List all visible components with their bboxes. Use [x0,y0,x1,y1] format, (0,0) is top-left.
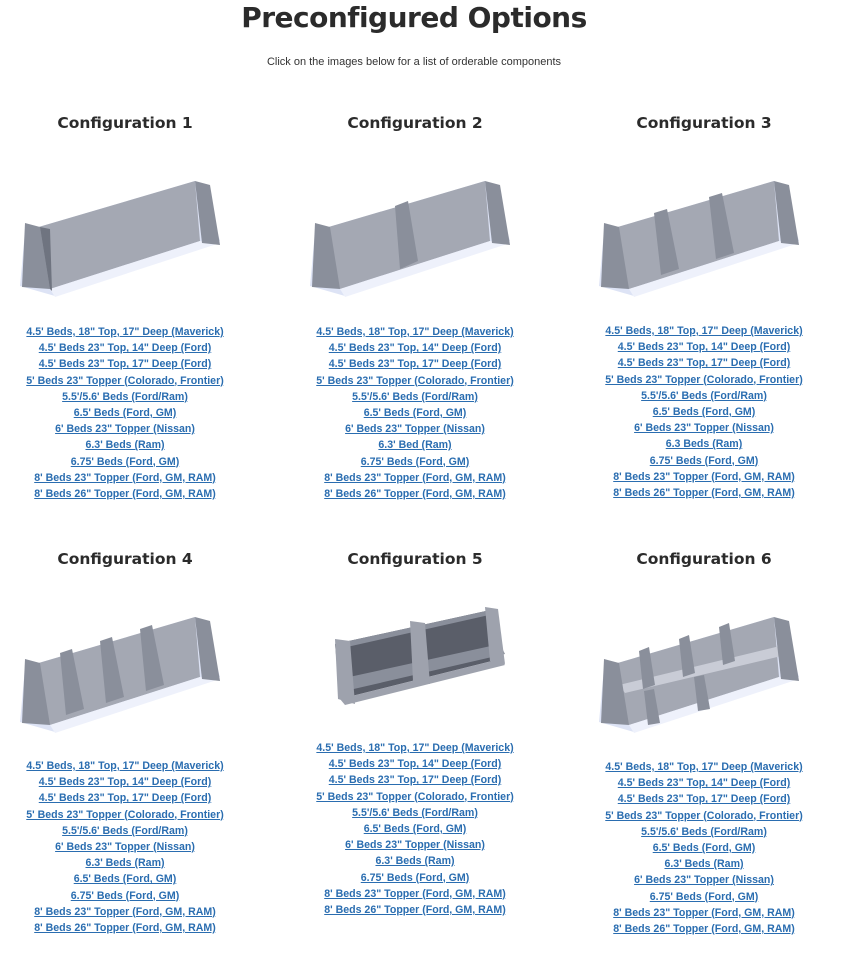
component-list-item [290,788,540,804]
configuration-card-3 [579,113,829,499]
component-list-item [579,774,829,790]
component-link[interactable]: 6.5' Beds (Ford, GM) [363,822,467,835]
page-title: Preconfigured Options [241,1,587,34]
component-link[interactable]: 4.5' Beds, 18" Top, 17" Deep (Maverick) [605,761,803,773]
component-list-item [579,403,829,419]
component-link[interactable]: 4.5' Beds 23" Top, 17" Deep (Ford) [328,358,502,371]
component-link[interactable]: 6' Beds 23" Topper (Nissan) [345,839,485,852]
component-list-item [0,854,250,870]
component-list-item [290,739,540,755]
component-list-item [579,871,829,887]
component-link[interactable]: 5' Beds 23" Topper (Colorado, Frontier) [316,374,514,387]
component-link[interactable]: 6.75' Beds (Ford, GM) [649,890,759,903]
component-link[interactable]: 6.75' Beds (Ford, GM) [360,871,470,884]
configuration-title: Configuration 5 [347,550,483,568]
component-list-item [0,789,250,805]
component-list-item [0,388,250,404]
component-list-item [0,453,250,469]
component-list-item [0,773,250,789]
component-link[interactable]: 6.75' Beds (Ford, GM) [360,455,470,468]
component-link[interactable]: 6.5' Beds (Ford, GM) [652,405,756,418]
component-list-item [290,453,540,469]
shelf-two-tier-dark-image[interactable] [300,599,530,719]
component-link[interactable]: 4.5' Beds 23" Top, 17" Deep (Ford) [617,357,791,370]
component-list-item [0,822,250,838]
component-list-item [579,387,829,403]
shelf-1-compartment-image[interactable] [10,171,240,311]
component-list-item [0,838,250,854]
component-link[interactable]: 5' Beds 23" Topper (Colorado, Frontier) [26,374,224,387]
component-link[interactable]: 6.3' Beds (Ram) [664,858,744,871]
component-list-item [290,901,540,917]
component-link[interactable]: 8' Beds 23" Topper (Ford, GM, RAM) [34,905,216,918]
configuration-card-4 [0,549,250,934]
component-link[interactable]: 5.5'/5.6' Beds (Ford/Ram) [641,825,767,838]
component-list-item [290,404,540,420]
configuration-title: Configuration 1 [57,114,193,132]
component-list-item [290,804,540,820]
component-link[interactable]: 6' Beds 23" Topper (Nissan) [55,423,195,436]
component-list-item [290,820,540,836]
component-list-item [0,420,250,436]
component-list-item [579,807,829,823]
component-link[interactable]: 4.5' Beds 23" Top, 17" Deep (Ford) [38,358,212,371]
component-link[interactable]: 6.75' Beds (Ford, GM) [70,889,180,902]
component-link[interactable]: 4.5' Beds 23" Top, 17" Deep (Ford) [38,792,212,805]
component-list-item [0,919,250,935]
component-list-item [0,436,250,452]
component-link[interactable]: 5.5'/5.6' Beds (Ford/Ram) [352,806,478,819]
shelf-1-compartment-icon [10,171,240,311]
component-link[interactable]: 6' Beds 23" Topper (Nissan) [345,423,485,436]
component-list-item [0,870,250,886]
component-list-item [579,920,829,936]
component-list-item [0,485,250,501]
component-list-item [290,852,540,868]
component-list-item [579,484,829,500]
component-list-item [0,404,250,420]
shelf-4-compartments-icon [10,607,240,747]
component-list-item [290,869,540,885]
component-link-list [579,322,829,500]
component-link[interactable]: 4.5' Beds 23" Top, 14" Deep (Ford) [617,777,791,790]
component-link[interactable]: 6.3' Beds (Ram) [85,857,165,870]
component-list-item [579,338,829,354]
component-list-item [579,435,829,451]
component-link[interactable]: 6' Beds 23" Topper (Nissan) [634,874,774,887]
component-list-item [579,790,829,806]
configuration-title: Configuration 3 [636,114,772,132]
component-link[interactable]: 4.5' Beds, 18" Top, 17" Deep (Maverick) [316,742,514,754]
component-link-list [0,757,250,935]
component-link[interactable]: 4.5' Beds 23" Top, 14" Deep (Ford) [38,776,212,789]
component-list-item [290,485,540,501]
component-link-list [579,758,829,936]
configuration-title: Configuration 6 [636,550,772,568]
shelf-two-tier-dark-icon [300,599,530,719]
component-list-item [0,355,250,371]
configuration-title: Configuration 4 [57,550,193,568]
component-list-item [579,468,829,484]
component-list-item [0,372,250,388]
component-link[interactable]: 6' Beds 23" Topper (Nissan) [55,840,195,853]
component-list-item [290,755,540,771]
component-list-item [579,322,829,338]
component-list-item [0,469,250,485]
component-list-item [579,354,829,370]
component-link[interactable]: 8' Beds 26" Topper (Ford, GM, RAM) [613,922,795,935]
shelf-3-compartments-image[interactable] [589,171,819,311]
component-link[interactable]: 5' Beds 23" Topper (Colorado, Frontier) [605,809,803,822]
component-link[interactable]: 6.3' Bed (Ram) [378,439,452,452]
shelf-2-compartments-icon [300,171,530,311]
component-list-item [579,888,829,904]
component-list-item [579,823,829,839]
configuration-card-2 [290,113,540,500]
component-link[interactable]: 5' Beds 23" Topper (Colorado, Frontier) [605,373,803,386]
configuration-card-6 [579,549,829,935]
configuration-card-1 [0,113,250,500]
component-list-item [579,452,829,468]
component-list-item [290,420,540,436]
component-link[interactable]: 8' Beds 23" Topper (Ford, GM, RAM) [613,470,795,483]
shelf-two-tier-light-image[interactable] [589,607,819,747]
component-link[interactable]: 8' Beds 23" Topper (Ford, GM, RAM) [34,471,216,484]
component-link[interactable]: 8' Beds 26" Topper (Ford, GM, RAM) [324,903,506,916]
component-list-item [290,771,540,787]
component-link[interactable]: 6.5' Beds (Ford, GM) [363,406,467,419]
component-link[interactable]: 6.5' Beds (Ford, GM) [73,873,177,886]
component-link-list [290,739,540,917]
component-list-item [579,758,829,774]
component-link[interactable]: 5.5'/5.6' Beds (Ford/Ram) [62,824,188,837]
component-list-item [0,339,250,355]
component-list-item [290,323,540,339]
page-subtitle: Click on the images below for a list of orderable components [266,56,562,68]
component-link[interactable]: 8' Beds 26" Topper (Ford, GM, RAM) [34,921,216,934]
component-link[interactable]: 4.5' Beds 23" Top, 14" Deep (Ford) [617,341,791,354]
component-list-item [290,885,540,901]
component-list-item [0,323,250,339]
component-link-list [0,323,250,501]
shelf-3-compartments-icon [589,171,819,311]
component-link[interactable]: 6.75' Beds (Ford, GM) [649,454,759,467]
component-list-item [579,419,829,435]
component-link[interactable]: 5' Beds 23" Topper (Colorado, Frontier) [316,790,514,803]
component-list-item [290,836,540,852]
component-link[interactable]: 4.5' Beds 23" Top, 17" Deep (Ford) [328,774,502,787]
component-list-item [290,339,540,355]
component-list-item [290,388,540,404]
component-link[interactable]: 4.5' Beds, 18" Top, 17" Deep (Maverick) [26,760,224,772]
component-link[interactable]: 6.5' Beds (Ford, GM) [652,841,756,854]
component-link[interactable]: 6.75' Beds (Ford, GM) [70,455,180,468]
component-link[interactable]: 5.5'/5.6' Beds (Ford/Ram) [352,390,478,403]
component-list-item [290,355,540,371]
component-link[interactable]: 5' Beds 23" Topper (Colorado, Frontier) [26,808,224,821]
component-list-item [290,469,540,485]
component-link[interactable]: 4.5' Beds, 18" Top, 17" Deep (Maverick) [26,326,224,338]
component-list-item [579,371,829,387]
configuration-card-5 [290,549,540,916]
component-link[interactable]: 4.5' Beds, 18" Top, 17" Deep (Maverick) [316,326,514,338]
component-link[interactable]: 6.5' Beds (Ford, GM) [73,406,177,419]
component-link[interactable]: 8' Beds 26" Topper (Ford, GM, RAM) [324,487,506,500]
component-link[interactable]: 6.3' Beds (Ram) [85,439,165,452]
component-link[interactable]: 4.5' Beds 23" Top, 14" Deep (Ford) [38,342,212,355]
component-list-item [579,904,829,920]
component-list-item [0,903,250,919]
component-link-list [290,323,540,501]
component-list-item [290,436,540,452]
component-list-item [0,806,250,822]
component-link[interactable]: 5.5'/5.6' Beds (Ford/Ram) [641,389,767,402]
component-list-item [0,757,250,773]
component-link[interactable]: 4.5' Beds 23" Top, 14" Deep (Ford) [328,758,502,771]
shelf-2-compartments-image[interactable] [300,171,530,311]
shelf-4-compartments-image[interactable] [10,607,240,747]
component-list-item [579,855,829,871]
component-list-item [290,372,540,388]
component-link[interactable]: 8' Beds 26" Topper (Ford, GM, RAM) [613,486,795,499]
component-link[interactable]: 5.5'/5.6' Beds (Ford/Ram) [62,390,188,403]
shelf-two-tier-light-icon [589,607,819,747]
component-link[interactable]: 8' Beds 23" Topper (Ford, GM, RAM) [324,887,506,900]
component-link[interactable]: 8' Beds 23" Topper (Ford, GM, RAM) [324,471,506,484]
component-link[interactable]: 8' Beds 23" Topper (Ford, GM, RAM) [613,906,795,919]
component-link[interactable]: 4.5' Beds 23" Top, 14" Deep (Ford) [328,342,502,355]
component-link[interactable]: 6' Beds 23" Topper (Nissan) [634,422,774,435]
component-list-item [579,839,829,855]
component-link[interactable]: 4.5' Beds 23" Top, 17" Deep (Ford) [617,793,791,806]
component-link[interactable]: 6.3 Beds (Ram) [665,438,743,451]
component-list-item [0,887,250,903]
configuration-title: Configuration 2 [347,114,483,132]
component-link[interactable]: 4.5' Beds, 18" Top, 17" Deep (Maverick) [605,325,803,337]
component-link[interactable]: 6.3' Beds (Ram) [375,855,455,868]
component-link[interactable]: 8' Beds 26" Topper (Ford, GM, RAM) [34,487,216,500]
